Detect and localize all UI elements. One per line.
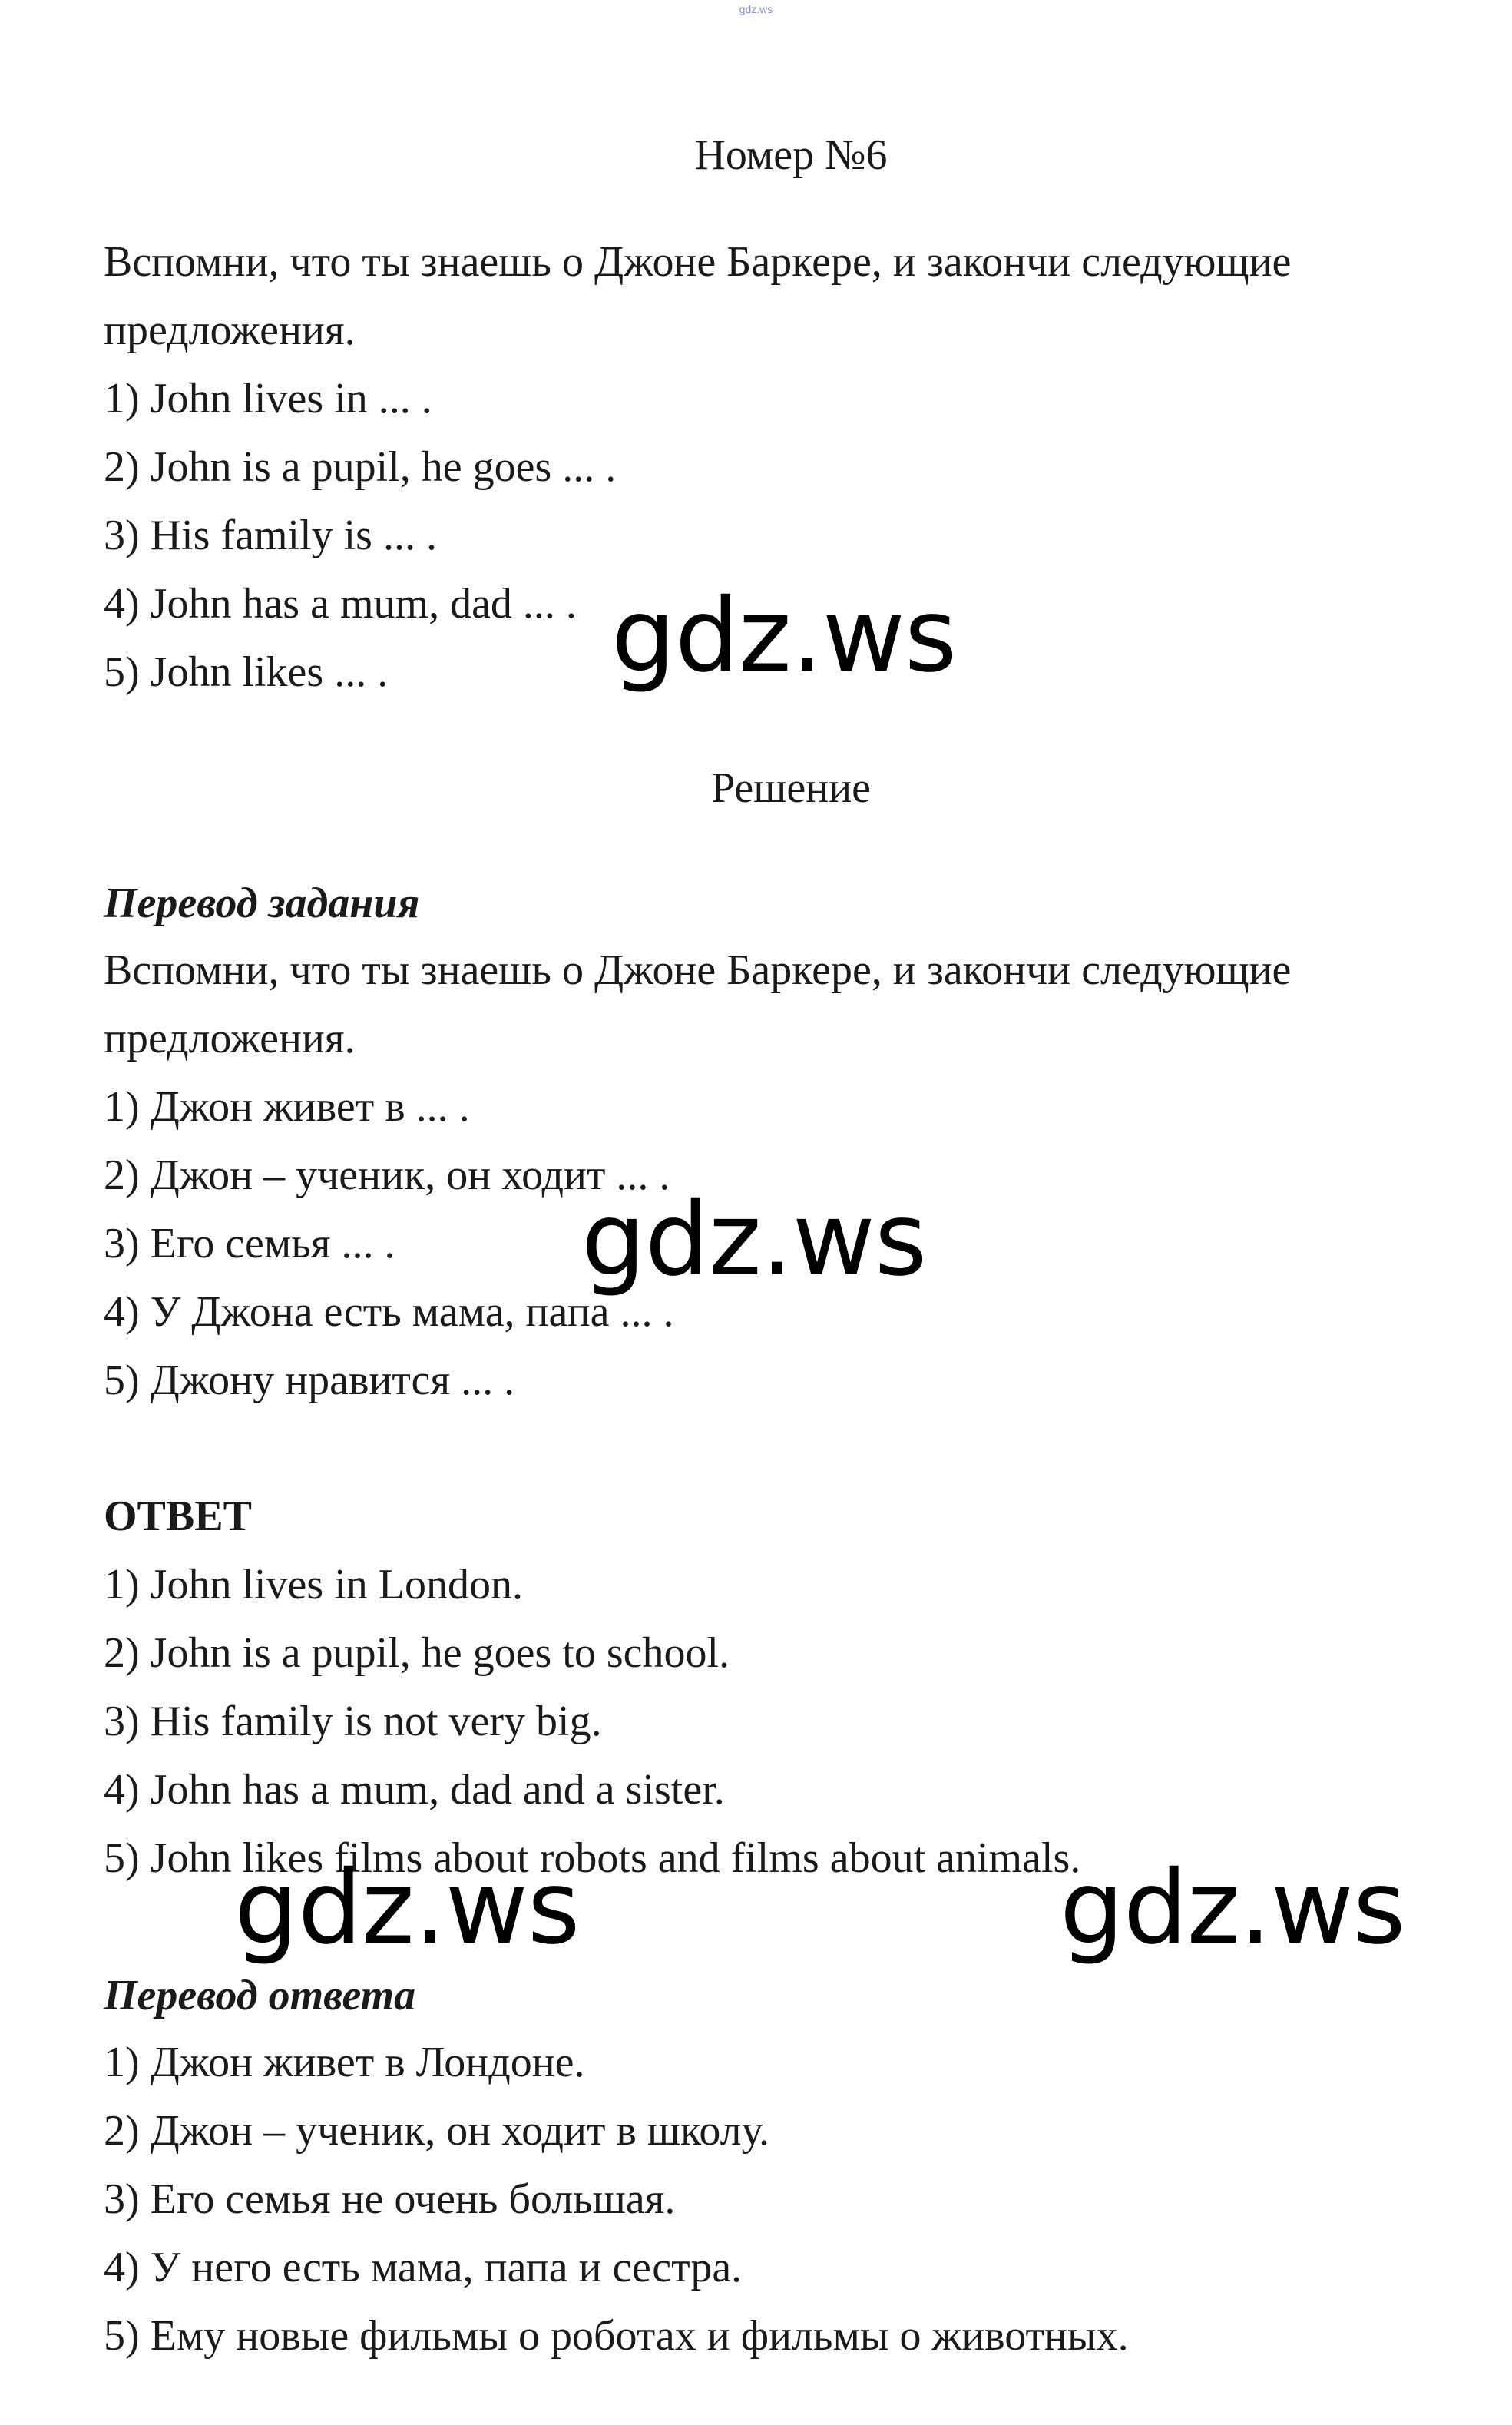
watermark-4: gdz.ws [1060,1849,1405,1967]
task-translation-item-3: 3) Его семья ... . [104,1220,395,1267]
watermark-3: gdz.ws [234,1849,580,1967]
answer-translation-item-4: 4) У него есть мама, папа и сестра. [104,2244,743,2291]
task-text-line-1: Вспомни, что ты знаешь о Джоне Баркере, и закончи следующие [104,238,1292,286]
answer-translation-item-2: 2) Джон – ученик, он ходит в школу. [104,2107,769,2155]
task-translation-item-5: 5) Джону нравится ... . [104,1357,515,1404]
answer-translation-item-1: 1) Джон живет в Лондоне. [104,2039,585,2086]
top-watermark: gdz.ws [739,3,773,15]
answer-translation-item-3: 3) Его семья не очень большая. [104,2175,676,2223]
task-translation-item-2: 2) Джон – ученик, он ходит ... . [104,1151,670,1199]
answer-translation-heading: Перевод ответа [104,1972,416,2019]
answer-item-3: 3) His family is not very big. [104,1698,602,1745]
task-item-4: 4) John has a mum, dad ... . [104,580,577,628]
answer-item-4: 4) John has a mum, dad and a sister. [104,1766,725,1814]
watermark-1: gdz.ws [611,577,957,695]
page-title: Номер №6 [694,131,888,179]
answer-translation-item-5: 5) Ему новые фильмы о роботах и фильмы о животных. [104,2312,1129,2360]
task-item-5: 5) John likes ... . [104,648,389,696]
task-item-3: 3) His family is ... . [104,512,437,559]
task-translation-heading: Перевод задания [104,880,420,927]
task-translation-item-4: 4) У Джона есть мама, папа ... . [104,1288,674,1336]
answer-item-2: 2) John is a pupil, he goes to school. [104,1629,730,1677]
task-translation-text-line-2: предложения. [104,1015,356,1062]
task-text-line-2: предложения. [104,306,356,354]
task-item-2: 2) John is a pupil, he goes ... . [104,443,617,491]
answer-item-5: 5) John likes films about robots and films about animals. [104,1834,1081,1882]
task-translation-text-line-1: Вспомни, что ты знаешь о Джоне Баркере, и закончи следующие [104,946,1292,994]
answer-item-1: 1) John lives in London. [104,1561,523,1608]
task-item-1: 1) John lives in ... . [104,375,432,422]
answer-heading: ОТВЕТ [104,1492,252,1540]
solution-heading: Решение [710,764,872,812]
task-translation-item-1: 1) Джон живет в ... . [104,1083,470,1131]
watermark-2: gdz.ws [581,1181,927,1299]
